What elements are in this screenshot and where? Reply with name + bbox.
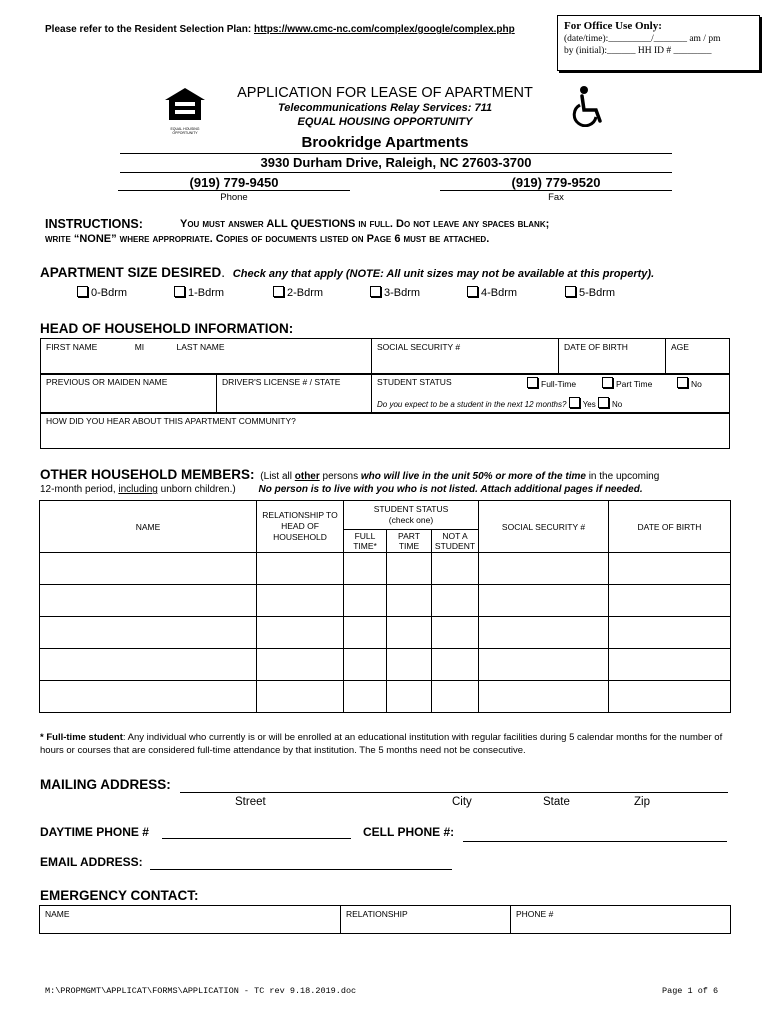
col-ssn-header: SOCIAL SECURITY # — [479, 501, 609, 553]
age-cell[interactable] — [666, 339, 730, 375]
relay-services: Telecommunications Relay Services: 711 — [278, 102, 492, 114]
col-student-status-header: STUDENT STATUS (check one) — [344, 501, 479, 530]
desc-including: including — [118, 484, 158, 495]
expect-no-option[interactable]: No — [598, 400, 622, 409]
instructions-line-2: write “NONE” where appropriate. Copies of documents listed on Page 6 must be attached. — [45, 233, 490, 245]
member-name-cell[interactable] — [40, 553, 257, 585]
checkbox[interactable] — [273, 286, 284, 297]
member-relationship-cell[interactable] — [257, 649, 344, 681]
mailing-address-field[interactable] — [180, 792, 728, 793]
col-part-time-header: PART TIME — [387, 530, 432, 553]
resident-plan-link[interactable]: https://www.cmc-nc.com/complex/google/complex.php — [253, 24, 515, 35]
table-row — [40, 681, 731, 713]
license-cell[interactable] — [217, 374, 372, 414]
option-0-bdrm[interactable]: 0-Bdrm — [77, 286, 174, 299]
option-1-bdrm[interactable]: 1-Bdrm — [174, 286, 273, 299]
checkbox[interactable] — [174, 286, 185, 297]
equal-housing-text: EQUAL HOUSING OPPORTUNITY — [297, 116, 473, 128]
office-phone: (919) 779-9450 — [189, 175, 279, 190]
member-part-time-cell[interactable] — [387, 553, 432, 585]
member-relationship-cell[interactable] — [257, 585, 344, 617]
student-part-time-option[interactable]: Part Time — [602, 377, 652, 389]
checkbox[interactable] — [598, 397, 609, 408]
property-address: 3930 Durham Drive, Raleigh, NC 27603-3700 — [260, 155, 532, 170]
city-caption: City — [452, 796, 472, 808]
checkbox[interactable] — [602, 377, 613, 388]
desc-d: who will live in the unit 50% or more of the time — [360, 471, 586, 482]
previous-name-label: PREVIOUS OR MAIDEN NAME — [46, 377, 168, 387]
member-not-student-cell[interactable] — [432, 617, 479, 649]
phone-label: Phone — [220, 192, 248, 203]
member-part-time-cell[interactable] — [387, 585, 432, 617]
member-ssn-cell[interactable] — [479, 649, 609, 681]
property-underline — [120, 153, 672, 154]
resident-plan-reference — [45, 24, 515, 35]
age-label: AGE — [671, 342, 689, 352]
dob-cell[interactable] — [559, 339, 666, 375]
office-use-box — [557, 15, 760, 71]
cell-phone-field[interactable] — [463, 841, 727, 842]
emergency-phone-cell[interactable] — [511, 906, 731, 934]
cell-phone-label: CELL PHONE #: — [363, 825, 455, 839]
option-3-bdrm[interactable]: 3-Bdrm — [370, 286, 467, 299]
head-of-household-table-row2 — [40, 373, 730, 414]
phone-underline — [118, 190, 350, 191]
table-row — [40, 649, 731, 681]
desc-f: 12-month period, — [40, 484, 119, 495]
mi-label: MI — [134, 342, 145, 352]
checkbox[interactable] — [565, 286, 576, 297]
wheelchair-accessible-icon — [570, 85, 606, 132]
refer-text: Please refer to the Resident Selection Plan: — [45, 24, 254, 35]
equal-housing-logo-text: EQUAL HOUSING OPPORTUNITY — [170, 127, 200, 135]
table-row — [40, 553, 731, 585]
other-members-table — [39, 500, 731, 713]
member-dob-cell[interactable] — [609, 617, 731, 649]
member-not-student-cell[interactable] — [432, 585, 479, 617]
fax-underline — [440, 190, 672, 191]
apartment-size-options — [77, 286, 615, 299]
member-full-time-cell[interactable] — [344, 617, 387, 649]
emergency-name-cell[interactable] — [40, 906, 341, 934]
emergency-relationship-cell[interactable] — [341, 906, 511, 934]
email-label: EMAIL ADDRESS: — [40, 855, 143, 869]
email-field[interactable] — [150, 869, 452, 870]
state-caption: State — [543, 796, 570, 808]
member-full-time-cell[interactable] — [344, 585, 387, 617]
member-relationship-cell[interactable] — [257, 617, 344, 649]
col-name-header: NAME — [40, 501, 257, 553]
student-full-time-option[interactable]: Full-Time — [527, 377, 576, 389]
ssn-label: SOCIAL SECURITY # — [377, 342, 461, 352]
dob-label: DATE OF BIRTH — [564, 342, 628, 352]
member-not-student-cell[interactable] — [432, 681, 479, 713]
zip-caption: Zip — [634, 796, 650, 808]
member-relationship-cell[interactable] — [257, 681, 344, 713]
member-full-time-cell[interactable] — [344, 681, 387, 713]
student-no-option[interactable]: No — [677, 377, 702, 389]
member-ssn-cell[interactable] — [479, 585, 609, 617]
instructions-line-1: You must answer ALL QUESTIONS in full. Do not leave any spaces blank; — [180, 218, 550, 230]
member-not-student-cell[interactable] — [432, 649, 479, 681]
daytime-phone-field[interactable] — [162, 838, 351, 839]
table-row — [40, 617, 731, 649]
apartment-size-row — [40, 265, 654, 280]
head-of-household-heading: HEAD OF HOUSEHOLD INFORMATION: — [40, 321, 294, 336]
member-not-student-cell[interactable] — [432, 553, 479, 585]
student-status-label: STUDENT STATUS — [377, 377, 452, 387]
emergency-relationship-label: RELATIONSHIP — [346, 909, 408, 919]
member-name-cell[interactable] — [40, 617, 257, 649]
option-4-bdrm[interactable]: 4-Bdrm — [467, 286, 565, 299]
footer-page-number: Page 1 of 6 — [662, 986, 719, 996]
member-full-time-cell[interactable] — [344, 553, 387, 585]
member-relationship-cell[interactable] — [257, 553, 344, 585]
table-row — [40, 585, 731, 617]
first-name-label: FIRST NAME — [46, 342, 98, 352]
checkbox[interactable] — [77, 286, 88, 297]
heading-period: . — [221, 265, 226, 280]
full-time-footnote — [40, 731, 730, 757]
checkbox[interactable] — [677, 377, 688, 388]
member-part-time-cell[interactable] — [387, 649, 432, 681]
member-ssn-cell[interactable] — [479, 553, 609, 585]
col-relationship-header: RELATIONSHIP TO HEAD OF HOUSEHOLD — [257, 501, 344, 553]
member-dob-cell[interactable] — [609, 681, 731, 713]
col-dob-header: DATE OF BIRTH — [609, 501, 731, 553]
instructions-label: INSTRUCTIONS: — [45, 217, 143, 231]
desc-a: (List all — [260, 471, 295, 482]
office-use-title: For Office Use Only: — [564, 20, 662, 32]
emergency-contact-heading: EMERGENCY CONTACT: — [40, 888, 199, 903]
col-not-student-header: NOT A STUDENT — [432, 530, 479, 553]
expect-student-question: Do you expect to be a student in the next 12 months? — [377, 400, 567, 409]
license-label: DRIVER'S LICENSE # / STATE — [222, 377, 341, 387]
footer-file-path: M:\PROPMGMT\APPLICAT\FORMS\APPLICATION - TC rev 9.18.2019.doc — [45, 986, 357, 996]
office-fax: (919) 779-9520 — [511, 175, 601, 190]
desc-i: No person is to live with you who is not listed. Attach additional pages if needed. — [258, 484, 643, 495]
member-name-cell[interactable] — [40, 681, 257, 713]
expect-student-row — [377, 397, 622, 409]
how-heard-table — [40, 412, 730, 449]
apartment-size-heading: APARTMENT SIZE DESIRED — [40, 265, 222, 280]
other-members-desc-line2 — [40, 484, 643, 495]
last-name-label: LAST NAME — [176, 342, 225, 352]
head-of-household-table — [40, 338, 730, 375]
checkbox[interactable] — [467, 286, 478, 297]
daytime-phone-label: DAYTIME PHONE # — [40, 825, 149, 839]
member-name-cell[interactable] — [40, 649, 257, 681]
member-part-time-cell[interactable] — [387, 617, 432, 649]
how-heard-label: HOW DID YOU HEAR ABOUT THIS APARTMENT COMMUNITY? — [46, 416, 296, 426]
street-caption: Street — [235, 796, 266, 808]
option-5-bdrm[interactable]: 5-Bdrm — [565, 286, 615, 299]
desc-other: other — [294, 471, 320, 482]
other-members-heading: OTHER HOUSEHOLD MEMBERS: — [40, 467, 255, 482]
member-dob-cell[interactable] — [609, 553, 731, 585]
desc-h: unborn children.) — [157, 484, 236, 495]
emergency-phone-label: PHONE # — [516, 909, 554, 919]
emergency-contact-table — [39, 905, 731, 934]
other-members-heading-row — [40, 467, 659, 482]
footnote-text: : Any individual who currently is or will be enrolled at an educational institution with regular facilities during 5 calendar months for the number of hours or courses that are considered full-time attendance by that institution. The 5 months need not be consecutive. — [40, 732, 723, 756]
checkbox[interactable] — [569, 397, 580, 408]
member-ssn-cell[interactable] — [479, 681, 609, 713]
application-title: APPLICATION FOR LEASE OF APARTMENT — [237, 85, 533, 101]
option-2-bdrm[interactable]: 2-Bdrm — [273, 286, 370, 299]
fax-label: Fax — [548, 192, 564, 203]
desc-c: persons — [319, 471, 361, 482]
member-part-time-cell[interactable] — [387, 681, 432, 713]
apartment-size-note: Check any that apply (NOTE: All unit sizes may not be available at this property). — [232, 268, 655, 280]
mailing-address-label: MAILING ADDRESS: — [40, 777, 171, 792]
previous-name-cell[interactable] — [41, 374, 217, 414]
member-rows — [40, 553, 731, 713]
desc-e: in the upcoming — [585, 471, 660, 482]
office-date-time-line: (date/time):_________/_______ am / pm — [564, 34, 721, 44]
checkbox[interactable] — [370, 286, 381, 297]
office-initial-line: by (initial):______ HH ID # ________ — [564, 46, 712, 56]
how-heard-cell[interactable] — [41, 413, 730, 449]
expect-yes-option[interactable]: Yes — [569, 400, 596, 409]
footnote-bold: * Full-time student — [40, 732, 123, 743]
checkbox[interactable] — [527, 377, 538, 388]
member-full-time-cell[interactable] — [344, 649, 387, 681]
address-underline — [120, 172, 672, 173]
member-dob-cell[interactable] — [609, 585, 731, 617]
member-name-cell[interactable] — [40, 585, 257, 617]
property-name: Brookridge Apartments — [301, 134, 469, 151]
member-ssn-cell[interactable] — [479, 617, 609, 649]
member-dob-cell[interactable] — [609, 649, 731, 681]
student-status-cell — [372, 374, 730, 414]
name-cell[interactable] — [41, 339, 372, 375]
emergency-name-label: NAME — [45, 909, 70, 919]
ssn-cell[interactable] — [372, 339, 559, 375]
col-full-time-header: FULL TIME* — [344, 530, 387, 553]
